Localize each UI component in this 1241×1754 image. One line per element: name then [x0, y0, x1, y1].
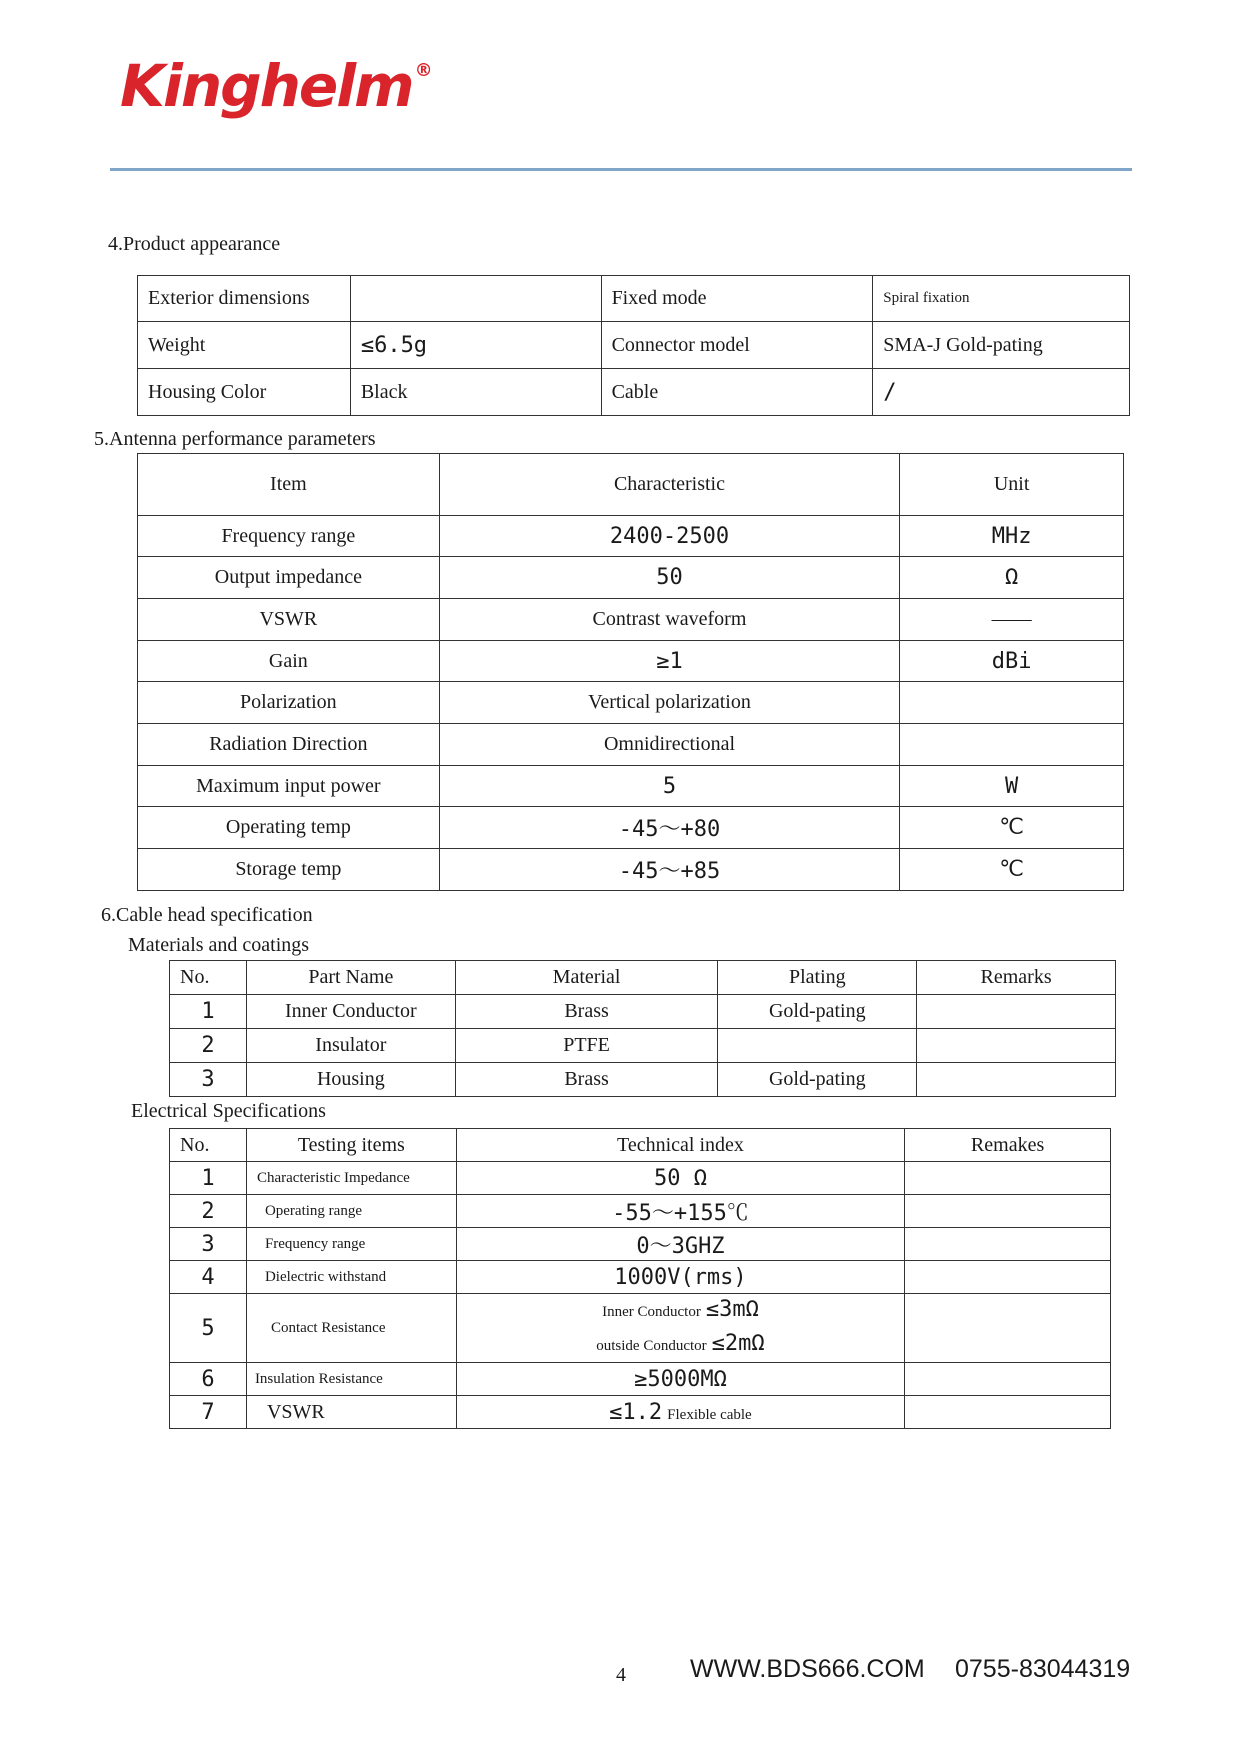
table-cell — [905, 1363, 1111, 1396]
table-cell: Dielectric withstand — [246, 1261, 456, 1294]
table-cell: VSWR — [138, 599, 440, 641]
table-cell — [900, 724, 1124, 766]
column-header: Part Name — [246, 961, 455, 995]
table-row — [170, 1294, 1111, 1363]
table-cell: Output impedance — [138, 557, 440, 599]
table-cell: ≤6.5g — [350, 322, 601, 369]
product-appearance-table — [137, 275, 1130, 416]
table-cell: Insulator — [246, 1029, 455, 1063]
table-cell: Frequency range — [246, 1228, 456, 1261]
table-cell: 2 — [170, 1195, 247, 1228]
table-cell: 50 Ω — [456, 1162, 904, 1195]
materials-table — [169, 960, 1116, 1097]
column-header: No. — [170, 961, 247, 995]
table-cell: Cable — [601, 369, 873, 416]
table-row — [170, 1396, 1111, 1429]
table-cell: Exterior dimensions — [138, 276, 351, 322]
table-cell: Housing Color — [138, 369, 351, 416]
column-header: Characteristic — [439, 454, 900, 516]
table-cell: Vertical polarization — [439, 682, 900, 724]
table-cell: Weight — [138, 322, 351, 369]
table-cell: 1 — [170, 995, 247, 1029]
table-cell: MHz — [900, 516, 1124, 557]
table-cell: Ω — [900, 557, 1124, 599]
table-cell: 6 — [170, 1363, 247, 1396]
table-cell: 4 — [170, 1261, 247, 1294]
table-cell — [718, 1029, 917, 1063]
table-cell — [905, 1294, 1111, 1363]
vswr-value: ≤1.2 — [609, 1399, 663, 1425]
table-cell: dBi — [900, 641, 1124, 682]
table-row — [138, 807, 1124, 849]
table-cell: ℃ — [900, 849, 1124, 891]
table-cell: 50 — [439, 557, 900, 599]
table-cell: PTFE — [455, 1029, 718, 1063]
table-cell — [350, 276, 601, 322]
table-cell: 5 — [439, 766, 900, 807]
table-row — [170, 1261, 1111, 1294]
contact-resistance-values — [456, 1294, 904, 1363]
table-cell — [917, 1063, 1116, 1097]
table-row — [138, 369, 1130, 416]
table-row — [138, 322, 1130, 369]
electrical-subtitle: Electrical Specifications — [131, 1100, 326, 1122]
section-6-title: 6.Cable head specification — [101, 904, 313, 926]
table-cell — [917, 995, 1116, 1029]
table-cell — [917, 1029, 1116, 1063]
table-cell: Maximum input power — [138, 766, 440, 807]
table-cell: —— — [900, 599, 1124, 641]
vswr-note: Flexible cable — [667, 1406, 752, 1423]
table-cell: 5 — [170, 1294, 247, 1363]
table-cell: ≥1 — [439, 641, 900, 682]
header-divider — [110, 168, 1132, 171]
column-header: Material — [455, 961, 718, 995]
outside-conductor-label: outside Conductor — [596, 1338, 707, 1354]
table-cell: -55～+155℃ — [456, 1195, 904, 1228]
table-cell: ≥5000MΩ — [456, 1363, 904, 1396]
table-row — [170, 1063, 1116, 1097]
table-header-row — [170, 1129, 1111, 1162]
table-cell: VSWR — [246, 1396, 456, 1429]
table-cell: Brass — [455, 1063, 718, 1097]
table-cell: Inner Conductor — [246, 995, 455, 1029]
table-cell: Radiation Direction — [138, 724, 440, 766]
table-row — [170, 1162, 1111, 1195]
table-cell: Frequency range — [138, 516, 440, 557]
table-cell: Contact Resistance — [246, 1294, 456, 1363]
table-cell: Gold-pating — [718, 995, 917, 1029]
inner-conductor-value: ≤3mΩ — [705, 1297, 759, 1322]
table-cell: Gain — [138, 641, 440, 682]
table-cell — [905, 1228, 1111, 1261]
brand-logo: Kinghelm ® — [120, 52, 431, 120]
website-link[interactable]: WWW.BDS666.COM — [690, 1655, 925, 1683]
table-cell: Black — [350, 369, 601, 416]
table-cell: 1 — [170, 1162, 247, 1195]
table-cell — [905, 1261, 1111, 1294]
table-cell: W — [900, 766, 1124, 807]
table-row — [170, 1363, 1111, 1396]
table-cell: 7 — [170, 1396, 247, 1429]
column-header: Unit — [900, 454, 1124, 516]
table-cell: Polarization — [138, 682, 440, 724]
table-cell — [900, 682, 1124, 724]
table-cell: Characteristic Impedance — [246, 1162, 456, 1195]
table-row — [138, 599, 1124, 641]
table-row — [138, 516, 1124, 557]
table-cell: Operating temp — [138, 807, 440, 849]
table-header-row — [170, 961, 1116, 995]
table-row — [138, 682, 1124, 724]
table-cell: Housing — [246, 1063, 455, 1097]
table-cell: -45～+85 — [439, 849, 900, 891]
table-row — [138, 724, 1124, 766]
table-row — [138, 641, 1124, 682]
phone-number: 0755-83044319 — [955, 1655, 1131, 1683]
column-header: Plating — [718, 961, 917, 995]
table-row — [170, 1228, 1111, 1261]
table-cell: 3 — [170, 1228, 247, 1261]
table-cell: Contrast waveform — [439, 599, 900, 641]
electrical-specs-table — [169, 1128, 1111, 1429]
table-cell — [905, 1162, 1111, 1195]
column-header: Remakes — [905, 1129, 1111, 1162]
table-cell: Storage temp — [138, 849, 440, 891]
column-header: Remarks — [917, 961, 1116, 995]
section-4-title: 4.Product appearance — [108, 233, 281, 255]
table-cell: 1000V(rms) — [456, 1261, 904, 1294]
table-row — [170, 1195, 1111, 1228]
section-5-title: 5.Antenna performance parameters — [94, 428, 376, 450]
table-row — [138, 766, 1124, 807]
table-cell: 3 — [170, 1063, 247, 1097]
table-cell: Operating range — [246, 1195, 456, 1228]
table-cell: Insulation Resistance — [246, 1363, 456, 1396]
materials-subtitle: Materials and coatings — [128, 934, 310, 956]
table-row — [170, 995, 1116, 1029]
vswr-value-cell — [456, 1396, 904, 1429]
table-header-row — [138, 454, 1124, 516]
table-row — [170, 1029, 1116, 1063]
table-cell: 2 — [170, 1029, 247, 1063]
registered-mark: ® — [414, 60, 431, 81]
table-cell: Fixed mode — [601, 276, 873, 322]
table-cell: Gold-pating — [718, 1063, 917, 1097]
table-cell: Brass — [455, 995, 718, 1029]
table-cell: SMA-J Gold-pating — [873, 322, 1130, 369]
table-cell: / — [873, 369, 1130, 416]
table-cell: Spiral fixation — [873, 276, 1130, 322]
column-header: No. — [170, 1129, 247, 1162]
table-row — [138, 276, 1130, 322]
table-cell: 0～3GHZ — [456, 1228, 904, 1261]
page-number: 4 — [616, 1664, 626, 1686]
table-cell: Connector model — [601, 322, 873, 369]
column-header: Technical index — [456, 1129, 904, 1162]
table-cell: -45～+80 — [439, 807, 900, 849]
outside-conductor-value: ≤2mΩ — [711, 1331, 765, 1356]
table-cell: 2400-2500 — [439, 516, 900, 557]
table-row — [138, 849, 1124, 891]
table-cell — [905, 1195, 1111, 1228]
column-header: Testing items — [246, 1129, 456, 1162]
table-cell: Omnidirectional — [439, 724, 900, 766]
table-cell — [905, 1396, 1111, 1429]
inner-conductor-label: Inner Conductor — [602, 1304, 701, 1320]
antenna-performance-table — [137, 453, 1124, 891]
column-header: Item — [138, 454, 440, 516]
table-row — [138, 557, 1124, 599]
table-cell: ℃ — [900, 807, 1124, 849]
